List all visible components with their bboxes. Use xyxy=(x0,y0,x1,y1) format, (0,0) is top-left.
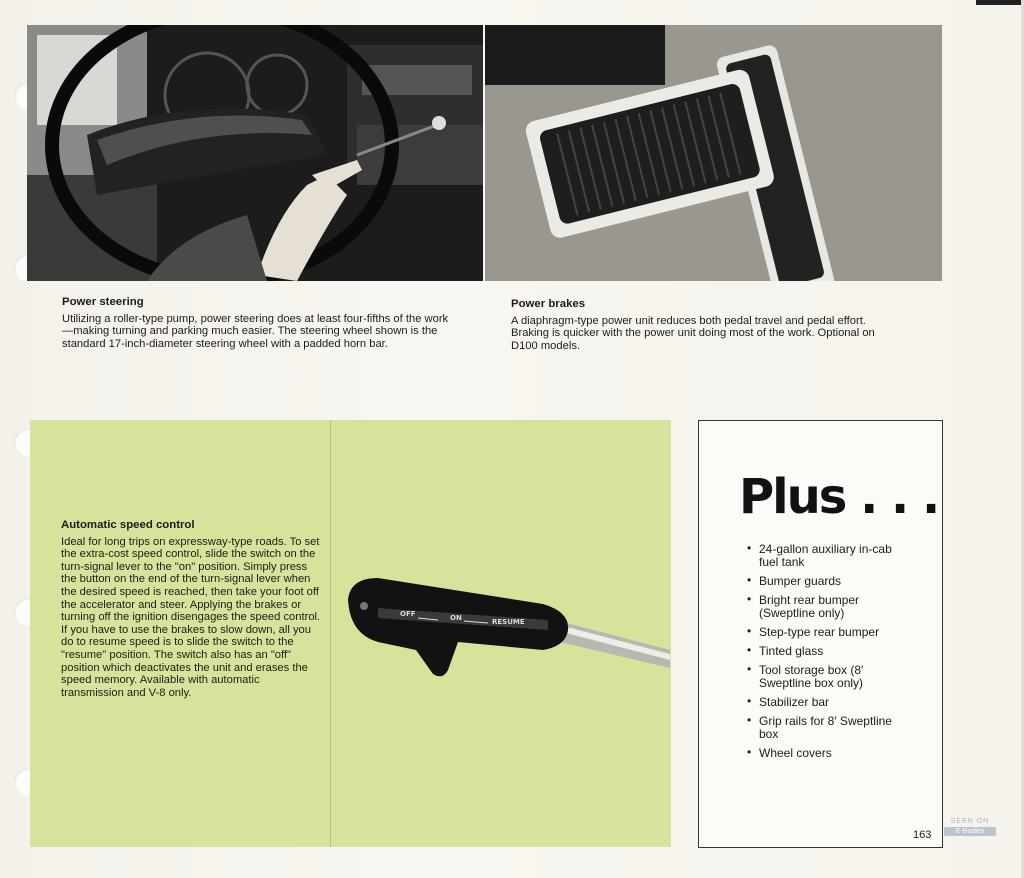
bullet-icon: • xyxy=(747,694,752,708)
bullet-icon: • xyxy=(747,662,752,676)
brake-pedals-photo xyxy=(485,25,942,281)
list-item: • Bumper guards xyxy=(747,573,842,588)
list-item: • Tool storage box (8′ Sweptline box only) xyxy=(747,662,864,690)
plus-options-list xyxy=(747,543,909,766)
power-steering-text: Utilizing a roller-type pump, power steering does at least four-fifths of the work—making turning and parking much easier. The steering wheel shown is the standard 17-inch-diameter steering wheel with a padded horn bar. xyxy=(62,312,449,350)
list-item: • Grip rails for 8′ Sweptline box xyxy=(747,713,892,741)
page-corner-mark xyxy=(976,0,1024,5)
speed-control-caption xyxy=(61,519,323,699)
power-brakes-text: A diaphragm-type power unit reduces both pedal travel and pedal effort. Braking is quicker with the power unit doing most of the work. Optional on D100 models. xyxy=(511,314,875,352)
watermark-line2: E-Bodies xyxy=(944,827,996,836)
list-item: • Wheel covers xyxy=(747,745,832,760)
turn-signal-lever-photo xyxy=(338,570,670,690)
power-brakes-caption xyxy=(511,298,896,352)
switch-label-on: ON xyxy=(450,614,462,622)
bullet-icon: • xyxy=(747,541,752,555)
watermark-line1: SEEN ON xyxy=(950,818,990,825)
plus-title: Plus . . . xyxy=(739,469,939,525)
list-item: • 24-gallon auxiliary in-cab fuel tank xyxy=(747,541,892,569)
panel-divider xyxy=(330,420,331,847)
power-brakes-heading: Power brakes xyxy=(511,298,586,310)
switch-label-resume: RESUME xyxy=(492,618,525,626)
speed-control-heading: Automatic speed control xyxy=(61,519,195,531)
bullet-icon: • xyxy=(747,713,752,727)
bullet-icon: • xyxy=(747,643,752,657)
bullet-icon: • xyxy=(747,624,752,638)
power-steering-caption xyxy=(62,296,452,350)
watermark-logo xyxy=(944,818,996,850)
list-item: • Bright rear bumper (Sweptline only) xyxy=(747,592,860,620)
power-steering-heading: Power steering xyxy=(62,296,144,308)
plus-options-box xyxy=(698,420,943,848)
page-number: 163 xyxy=(913,829,932,841)
bullet-icon: • xyxy=(747,592,752,606)
list-item: • Stabilizer bar xyxy=(747,694,830,709)
switch-label-off: OFF xyxy=(400,610,416,618)
bullet-icon: • xyxy=(747,745,752,759)
list-item: • Step-type rear bumper xyxy=(747,624,880,639)
bullet-icon: • xyxy=(747,573,752,587)
steering-wheel-photo xyxy=(27,25,483,281)
speed-control-text: Ideal for long trips on expressway-type roads. To set the extra-cost speed control, slide the switch on the turn-signal lever to the "on" position. Simply press the button on the end of the turn-signal lever when the desired speed is reached, then take your foot off the accelerator and steer. Applying the brakes or turning off the ignition disengages the speed control. If you have to use the brakes to slow down, all you do to resume speed is to slide the switch to the "resume" position. The switch also has an "off" position which deactivates the unit and erases the speed memory. Available with automatic transmission and V-8 only. xyxy=(61,535,321,699)
list-item: • Tinted glass xyxy=(747,643,824,658)
